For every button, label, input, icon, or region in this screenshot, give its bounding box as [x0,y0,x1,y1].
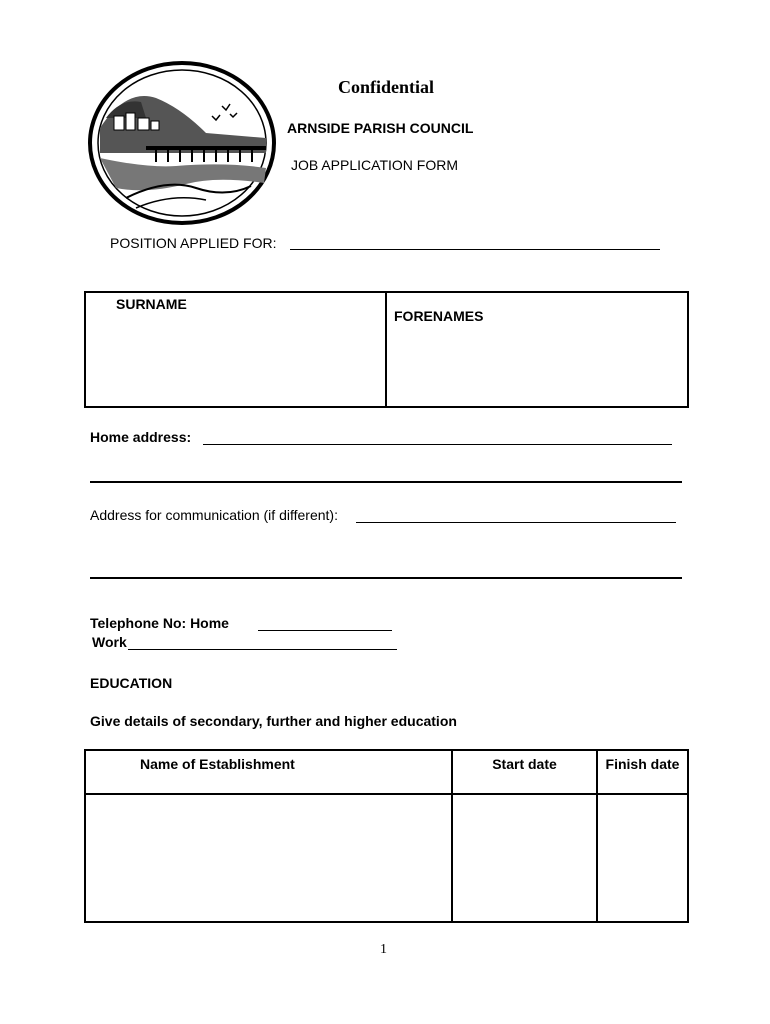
column-header-finish-date: Finish date [597,750,688,794]
page-number: 1 [380,942,387,957]
forenames-box[interactable] [385,291,689,408]
education-table [84,749,689,923]
telephone-work-label: Work [92,634,127,650]
confidential-heading: Confidential [338,77,435,97]
home-address-field[interactable] [203,428,672,445]
comm-address-line-2[interactable] [90,563,682,579]
telephone-work-field[interactable] [128,633,397,650]
home-address-label: Home address: [90,429,192,445]
telephone-home-label: Telephone No: Home [90,615,229,631]
council-name: ARNSIDE PARISH COUNCIL [287,120,474,136]
position-label: POSITION APPLIED FOR: [110,235,277,251]
council-logo [86,58,278,226]
comm-address-field[interactable] [356,506,676,523]
surname-box[interactable] [84,291,387,408]
education-header-row [85,750,688,794]
surname-label: SURNAME [116,296,187,312]
column-header-establishment: Name of Establishment [85,750,452,794]
start-date-cell[interactable] [452,794,597,922]
telephone-home-field[interactable] [258,614,392,631]
comm-address-label: Address for communication (if different): [90,507,338,523]
education-entry-row [85,794,688,922]
finish-date-cell[interactable] [597,794,688,922]
position-field[interactable] [290,233,660,250]
home-address-line-2[interactable] [90,467,682,483]
education-heading: EDUCATION [90,675,173,691]
education-instruction: Give details of secondary, further and higher education [90,713,457,729]
form-title: JOB APPLICATION FORM [291,157,458,173]
forenames-label: FORENAMES [394,308,484,324]
establishment-cell[interactable] [85,794,452,922]
column-header-start-date: Start date [452,750,597,794]
